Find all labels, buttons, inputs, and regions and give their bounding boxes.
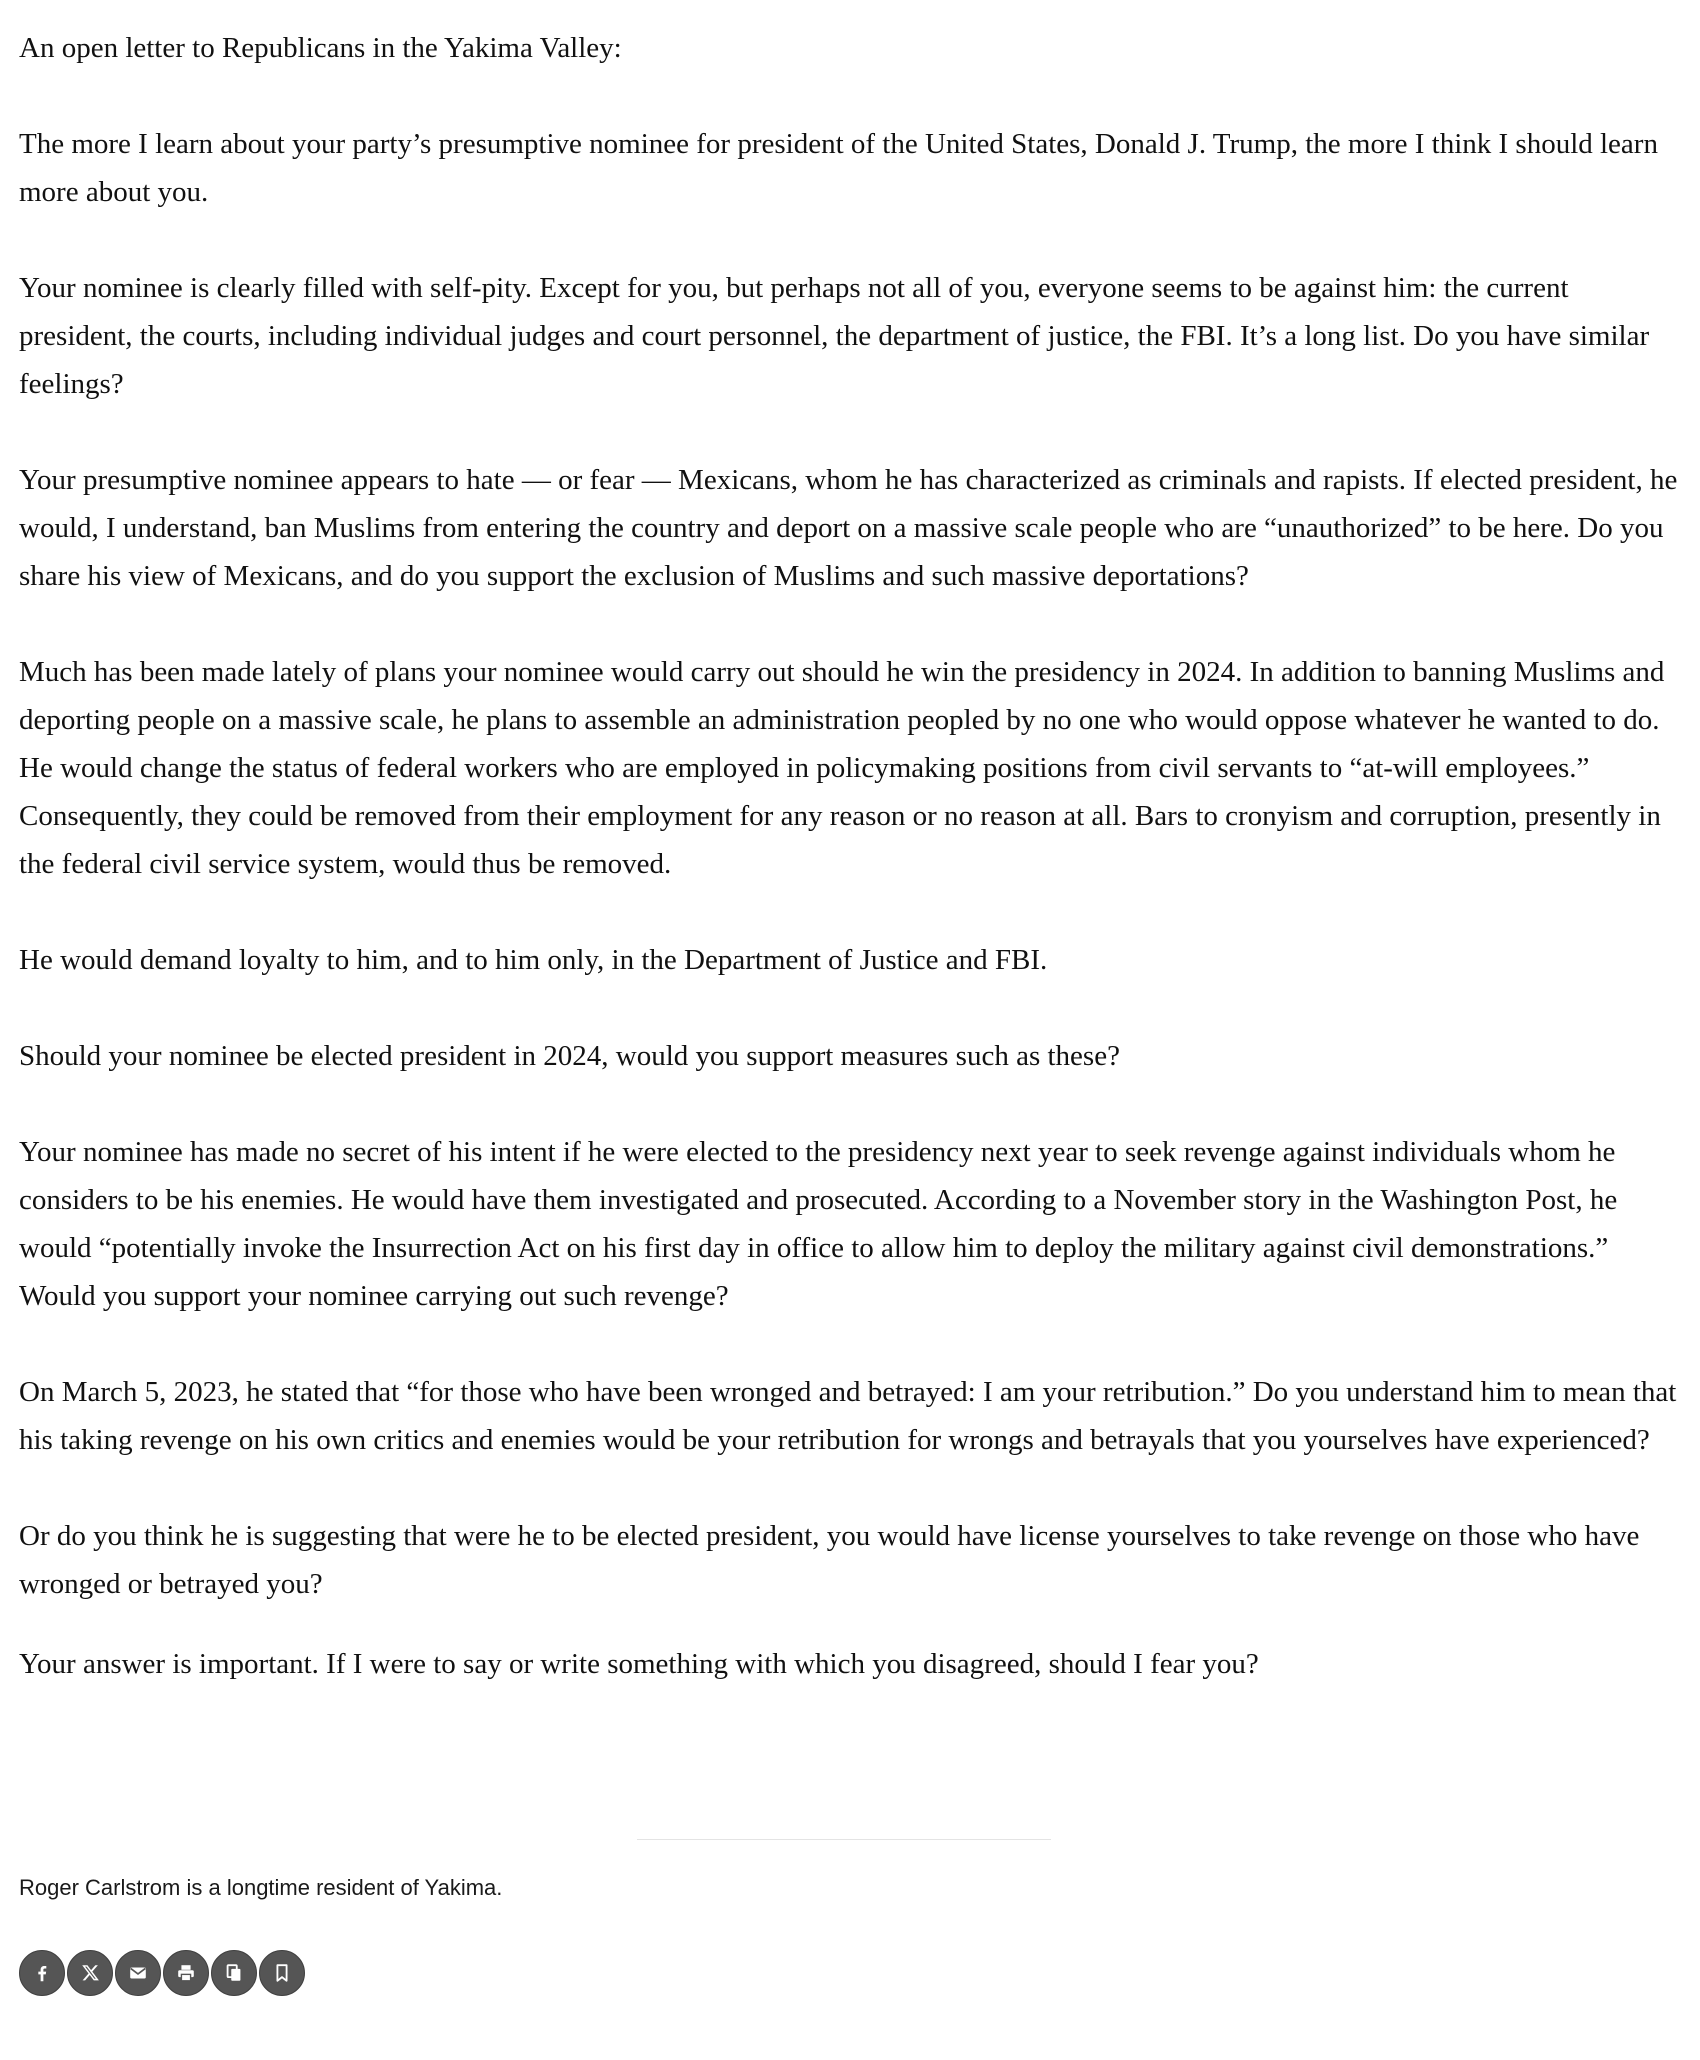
article-paragraph: Much has been made lately of plans your nominee would carry out should he win the presidency in 2024. In addition to banning Muslims and deporting people on a massive scale, he plans to assemble an administration peopled by no one who would oppose whatever he wanted to do. He would change the status of federal workers who are employed in policymaking positions from civil servants to “at-will employees.” Consequently, they could be removed from their employment for any reason or no reason at all. Bars to cronyism and corruption, presently in the federal civil service system, would thus be removed. [19,656,1665,880]
article-paragraph: Your nominee has made no secret of his intent if he were elected to the presidency next year to seek revenge against individuals whom he considers to be his enemies. He would have them investigated and prosecuted. According to a November story in the Washington Post, he would “potentially invoke the Insurrection Act on his first day in office to allow him to deploy the military against civil demonstrations.” Would you support your nominee carrying out such revenge? [19,1136,1618,1312]
bookmark-icon [271,1962,293,1984]
share-email-button[interactable] [115,1950,161,1996]
article-paragraph: Your nominee is clearly filled with self-pity. Except for you, but perhaps not all of you, everyone seems to be against him: the current president, the courts, including individual judges and court personnel, the department of justice, the FBI. It’s a long list. Do you have similar feelings? [19,272,1650,400]
bookmark-button[interactable] [259,1950,305,1996]
article-paragraph: Your answer is important. If I were to say or write something with which you disagreed, should I fear you? [19,1648,1259,1680]
share-toolbar [19,1950,307,1996]
article-paragraph: Or do you think he is suggesting that were he to be elected president, you would have license yourselves to take revenge on those who have wronged or betrayed you? [19,1520,1640,1600]
facebook-icon [31,1962,53,1984]
article-paragraph: On March 5, 2023, he stated that “for those who have been wronged and betrayed: I am your retribution.” Do you understand him to mean that his taking revenge on his own critics and enemies would be your retribution for wrongs and betrayals that you yourselves have experienced? [19,1376,1677,1456]
share-print-button[interactable] [163,1950,209,1996]
print-icon [175,1962,197,1984]
share-x-button[interactable] [67,1950,113,1996]
article-paragraph: Your presumptive nominee appears to hate — or fear — Mexicans, whom he has characterized as criminals and rapists. If elected president, he would, I understand, ban Muslims from entering the country and deport on a massive scale people who are “unauthorized” to be here. Do you share his view of Mexicans, and do you support the exclusion of Muslims and such massive deportations? [19,464,1678,592]
x-icon [79,1962,101,1984]
article-paragraph: Should your nominee be elected president in 2024, would you support measures such as these? [19,1040,1120,1072]
article-paragraph: The more I learn about your party’s presumptive nominee for president of the United States, Donald J. Trump, the more I think I should learn more about you. [19,128,1658,208]
author-bio: Roger Carlstrom is a longtime resident of Yakima. [19,1875,503,1900]
share-facebook-button[interactable] [19,1950,65,1996]
article-paragraph: An open letter to Republicans in the Yakima Valley: [19,32,622,64]
article-body [19,24,1679,1736]
article-paragraph: He would demand loyalty to him, and to him only, in the Department of Justice and FBI. [19,944,1048,976]
email-icon [127,1962,149,1984]
copy-link-button[interactable] [211,1950,257,1996]
copy-icon [223,1962,245,1984]
article-divider [637,1839,1051,1840]
